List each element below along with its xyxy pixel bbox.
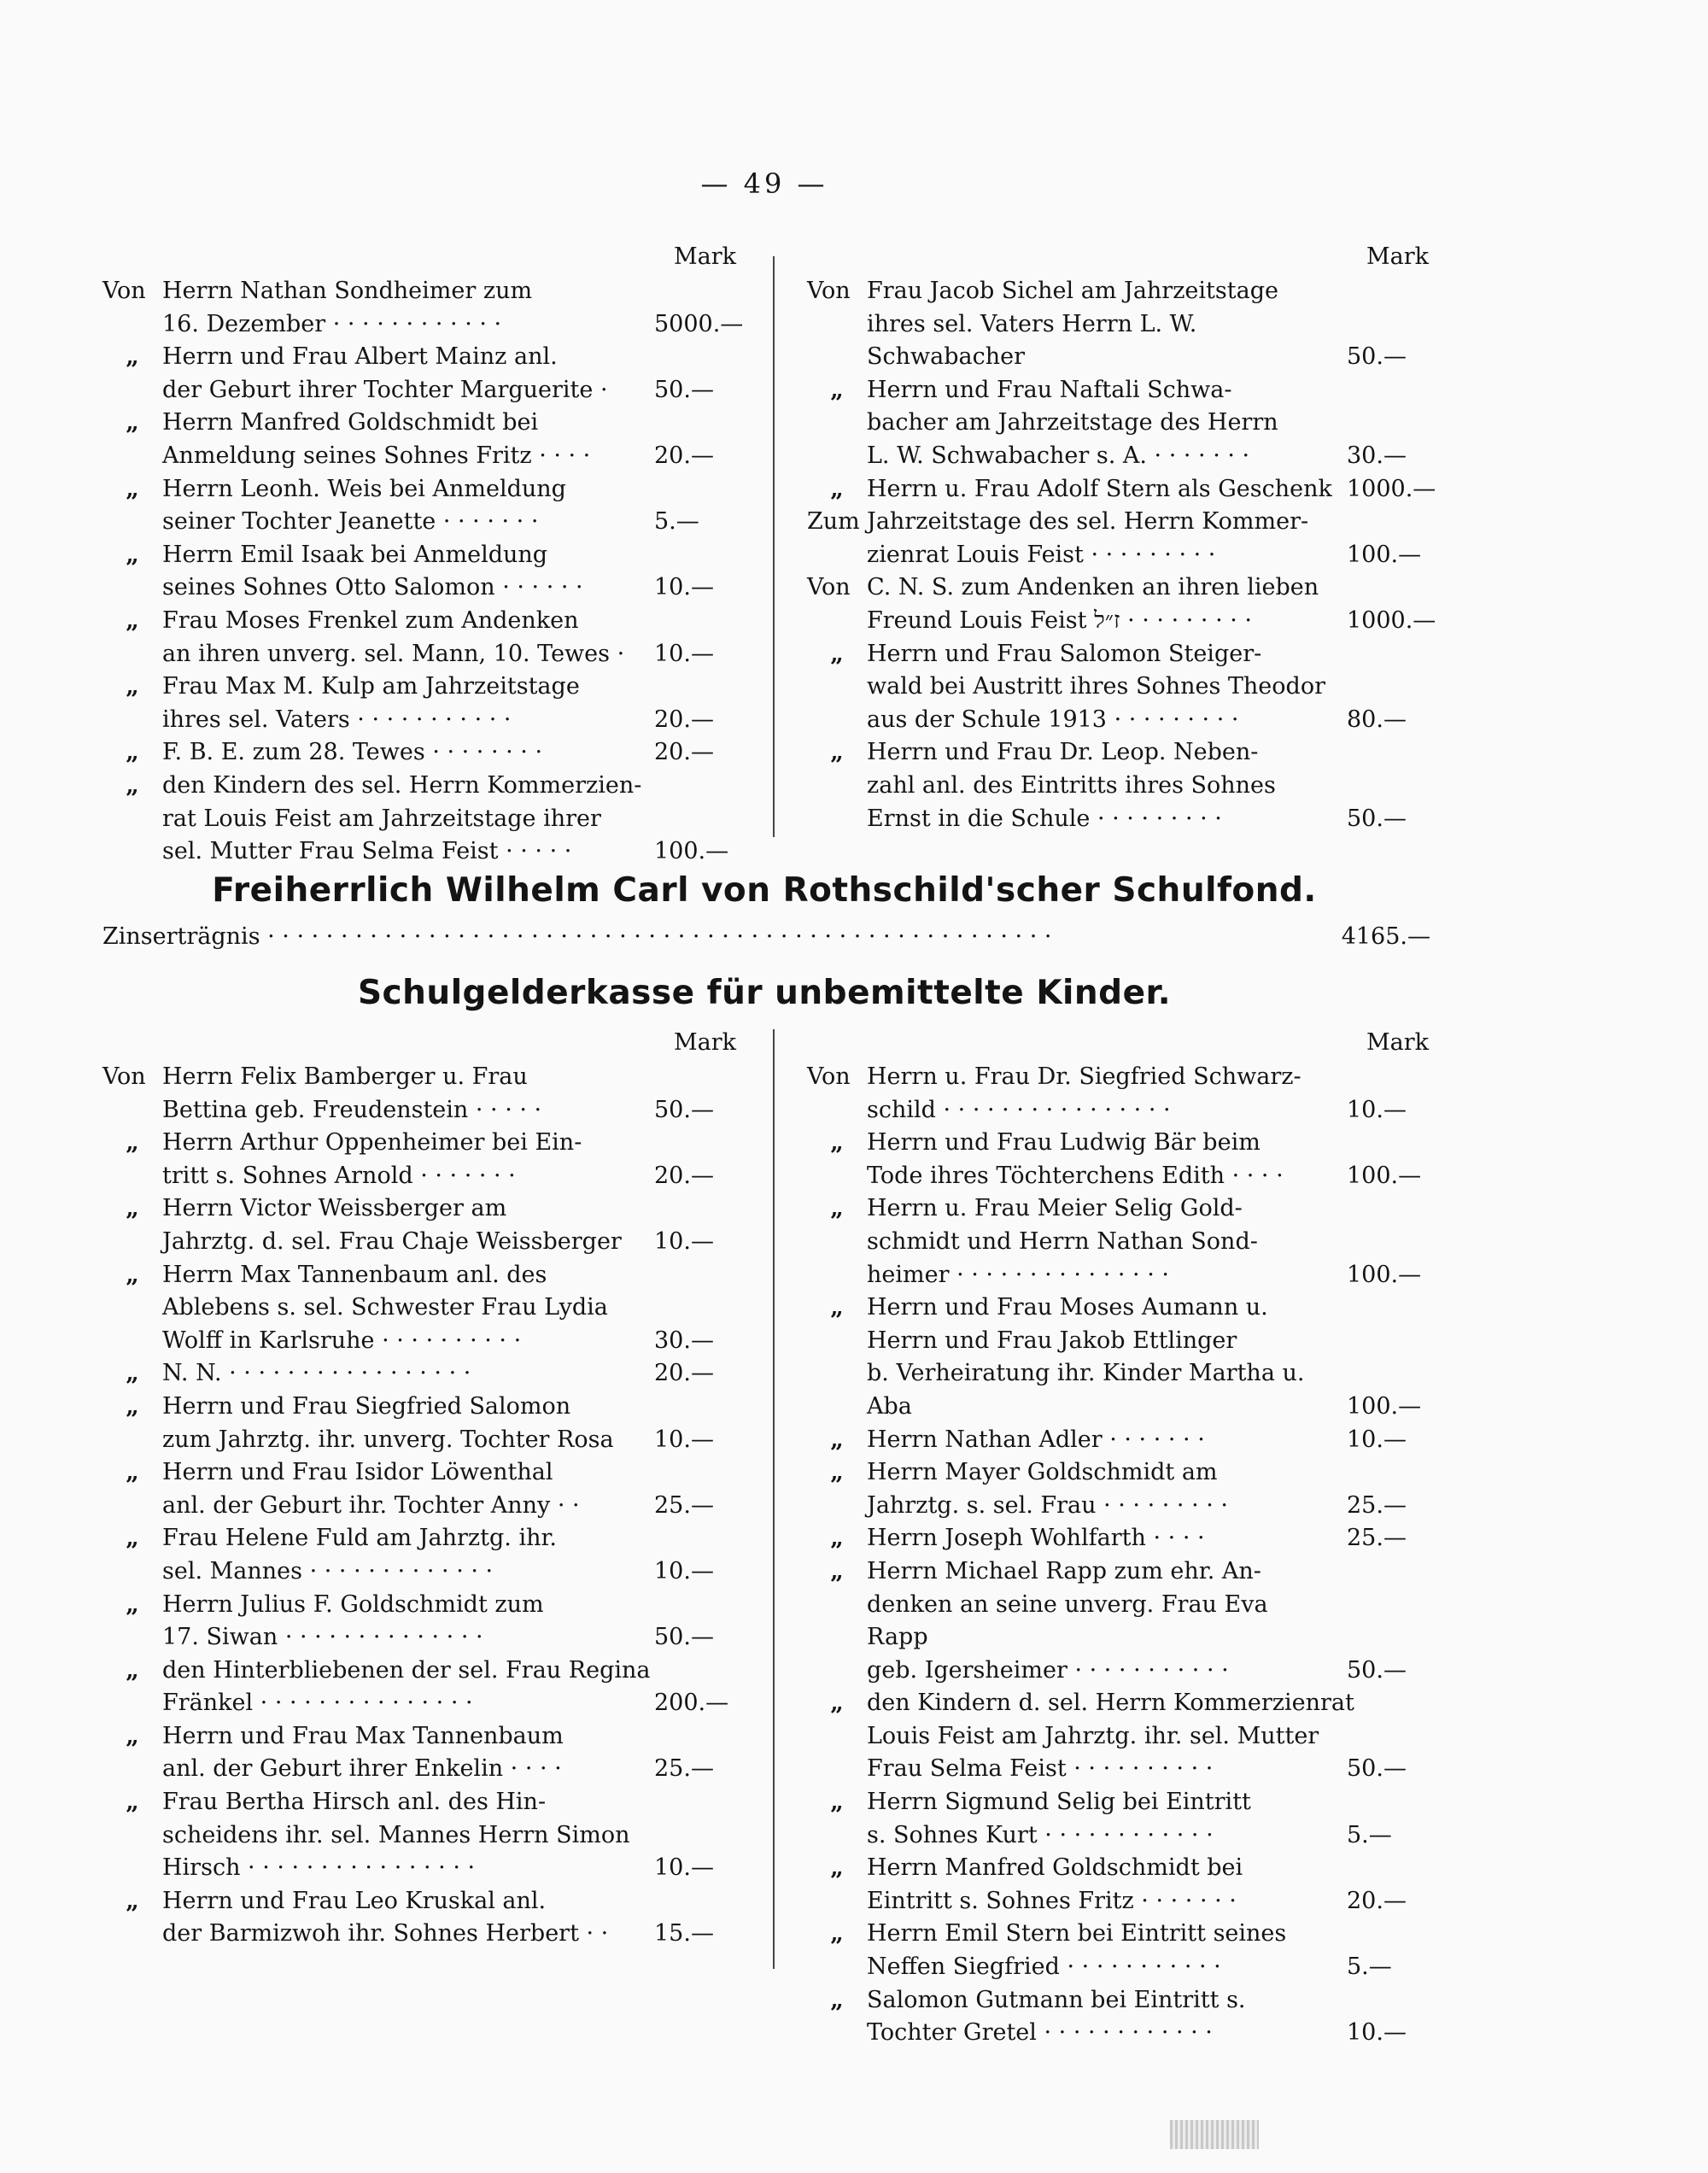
entry-amount: 1000.— bbox=[1347, 475, 1436, 502]
donation-entry bbox=[102, 605, 736, 671]
entry-prefix: „ bbox=[126, 1887, 139, 1914]
donation-entry bbox=[102, 473, 736, 539]
entry-amount: 10.— bbox=[1347, 1426, 1407, 1453]
donation-entry bbox=[102, 1655, 736, 1720]
entry-first-line bbox=[807, 1852, 1335, 1885]
entry-first-line bbox=[102, 1391, 642, 1424]
entry-text: Herrn und Frau Ludwig Bär beim bbox=[867, 1129, 1261, 1157]
entry-prefix: „ bbox=[830, 1129, 844, 1157]
section1-left-column bbox=[102, 241, 744, 869]
entry-text: den Kindern d. sel. Herrn Kommerzienrat bbox=[867, 1690, 1354, 1717]
entry-continuation-line: Frau Selma Feist · · · · · · · · · · bbox=[867, 1755, 1214, 1783]
entry-text: N. N. · · · · · · · · · · · · · · · · · bbox=[162, 1360, 471, 1387]
entry-amount: 10.— bbox=[654, 574, 714, 601]
entry-continuation-line: sel. Mutter Frau Selma Feist · · · · · bbox=[162, 838, 572, 865]
entry-text: Herrn Felix Bamberger u. Frau bbox=[162, 1063, 528, 1090]
entry-first-line bbox=[807, 1984, 1335, 2018]
entry-text: Herrn Leonh. Weis bei Anmeldung bbox=[162, 475, 566, 502]
entry-text: Herrn und Frau Moses Aumann u. bbox=[867, 1294, 1268, 1321]
entry-prefix: Von bbox=[807, 278, 851, 304]
entry-continuation-line: Jahrztg. s. sel. Frau · · · · · · · · · bbox=[867, 1491, 1229, 1519]
entry-continuation-line: Freund Louis Feist ז״ל · · · · · · · · · bbox=[867, 606, 1252, 634]
entry-text: Herrn u. Frau Dr. Siegfried Schwarz- bbox=[867, 1063, 1301, 1090]
entry-first-line bbox=[102, 341, 642, 374]
donation-entry bbox=[102, 671, 736, 736]
entry-prefix: „ bbox=[126, 1459, 139, 1486]
entry-text: Herrn und Frau Isidor Löwenthal bbox=[162, 1459, 553, 1486]
page-number: — 49 — bbox=[700, 167, 828, 200]
entry-continuation-line: geb. Igersheimer · · · · · · · · · · · bbox=[867, 1656, 1229, 1684]
donation-entry bbox=[102, 1357, 736, 1391]
entry-first-line bbox=[807, 736, 1335, 770]
entry-text: Herrn und Frau Albert Mainz anl. bbox=[162, 343, 558, 371]
entry-prefix: Von bbox=[807, 1063, 851, 1090]
entry-amount: 10.— bbox=[654, 1854, 714, 1882]
entry-continuation-line: aus der Schule 1913 · · · · · · · · · bbox=[867, 706, 1239, 733]
section2-right-column bbox=[807, 1027, 1429, 2050]
entry-text: Frau Helene Fuld am Jahrztg. ihr. bbox=[162, 1525, 557, 1552]
entry-amount: 25.— bbox=[1347, 1525, 1407, 1552]
entry-amount: 25.— bbox=[654, 1755, 714, 1783]
donation-entry bbox=[807, 1192, 1429, 1292]
entry-amount: 100.— bbox=[1347, 1162, 1422, 1189]
entry-prefix: Zum bbox=[807, 508, 860, 536]
entry-prefix: „ bbox=[126, 1590, 139, 1618]
entry-continuation-line: schild · · · · · · · · · · · · · · · · bbox=[867, 1096, 1171, 1123]
entry-continuation-line: bacher am Jahrzeitstage des Herrn bbox=[867, 409, 1278, 436]
donation-entry bbox=[807, 1061, 1429, 1127]
donation-entry bbox=[807, 571, 1436, 637]
entry-prefix: „ bbox=[830, 1986, 844, 2013]
donation-entry bbox=[807, 638, 1429, 737]
entry-first-line bbox=[807, 473, 1335, 507]
entry-text: Herrn Sigmund Selig bei Eintritt bbox=[867, 1789, 1251, 1816]
entry-continuation-line: Jahrztg. d. sel. Frau Chaje Weissberger bbox=[162, 1227, 622, 1255]
donation-entry bbox=[102, 1456, 736, 1522]
entry-text: Herrn Victor Weissberger am bbox=[162, 1195, 507, 1222]
entry-text: Herrn u. Frau Meier Selig Gold- bbox=[867, 1195, 1243, 1222]
entry-first-line bbox=[807, 1456, 1335, 1490]
entry-first-line bbox=[102, 473, 642, 507]
entry-amount: 20.— bbox=[654, 706, 714, 733]
entry-first-line bbox=[807, 1918, 1335, 1951]
entry-prefix: „ bbox=[126, 541, 139, 568]
entry-continuation-line: ihres sel. Vaters · · · · · · · · · · · bbox=[162, 706, 512, 733]
entry-first-line bbox=[807, 275, 1335, 308]
section2-left-column bbox=[102, 1027, 736, 1951]
entry-first-line bbox=[807, 1786, 1335, 1819]
entry-prefix: „ bbox=[126, 771, 139, 799]
entry-text: Herrn und Frau Dr. Leop. Neben- bbox=[867, 739, 1259, 766]
entry-first-line bbox=[102, 1720, 642, 1754]
entry-continuation-line: Tochter Gretel · · · · · · · · · · · · bbox=[867, 2019, 1213, 2047]
entry-amount: 50.— bbox=[1347, 1656, 1407, 1684]
entry-text: C. N. S. zum Andenken an ihren lieben bbox=[867, 574, 1319, 601]
entry-first-line bbox=[102, 539, 642, 572]
entry-continuation-line: zienrat Louis Feist · · · · · · · · · bbox=[867, 541, 1216, 568]
entry-text: Jahrzeitstage des sel. Herrn Kommer- bbox=[867, 508, 1309, 536]
entry-text: Herrn und Frau Max Tannenbaum bbox=[162, 1722, 564, 1749]
donation-entry bbox=[102, 1192, 736, 1258]
entry-amount: 50.— bbox=[1347, 805, 1407, 832]
entry-continuation-line: b. Verheiratung ihr. Kinder Martha u. Aba bbox=[867, 1360, 1305, 1420]
entry-first-line bbox=[807, 1127, 1335, 1160]
entry-prefix: „ bbox=[126, 343, 139, 371]
entry-amount: 5.— bbox=[1347, 1953, 1392, 1981]
fund-heading-schulgelderkasse: Schulgelderkasse für unbemittelte Kinder. bbox=[357, 974, 1172, 1012]
entry-prefix: „ bbox=[126, 1360, 139, 1387]
entry-amount: 1000.— bbox=[1347, 606, 1436, 634]
entry-text: Frau Max M. Kulp am Jahrzeitstage bbox=[162, 673, 580, 700]
entry-prefix: „ bbox=[830, 1920, 844, 1948]
entry-amount: 30.— bbox=[1347, 442, 1407, 469]
entry-amount: 10.— bbox=[1347, 1096, 1407, 1123]
entry-first-line bbox=[102, 1655, 651, 1688]
entry-continuation-line: 17. Siwan · · · · · · · · · · · · · · bbox=[162, 1624, 483, 1651]
entry-text: Herrn Emil Stern bei Eintritt seines bbox=[867, 1920, 1287, 1948]
entry-prefix: „ bbox=[830, 1294, 844, 1321]
entry-prefix: „ bbox=[126, 1789, 139, 1816]
entry-text: Herrn Arthur Oppenheimer bei Ein- bbox=[162, 1129, 582, 1157]
donation-entry bbox=[807, 506, 1429, 571]
donation-entry bbox=[102, 341, 736, 407]
column-divider bbox=[773, 256, 775, 837]
entry-continuation-line: heimer · · · · · · · · · · · · · · · bbox=[867, 1261, 1169, 1288]
entry-continuation-line: Fränkel · · · · · · · · · · · · · · · bbox=[162, 1690, 473, 1717]
donation-entry bbox=[102, 1589, 736, 1655]
donation-entry bbox=[807, 1984, 1429, 2050]
entry-prefix: „ bbox=[830, 1525, 844, 1552]
entry-prefix: „ bbox=[126, 1261, 139, 1288]
entry-text: Herrn und Frau Siegfried Salomon bbox=[162, 1392, 571, 1420]
entry-continuation-line: Tode ihres Töchterchens Edith · · · · bbox=[867, 1162, 1284, 1189]
interest-income-amount: 4165.— bbox=[1341, 923, 1430, 950]
entry-amount: 10.— bbox=[654, 640, 714, 667]
donation-entry bbox=[102, 1259, 736, 1358]
entry-amount: 80.— bbox=[1347, 706, 1407, 733]
entry-continuation-line: Bettina geb. Freudenstein · · · · · bbox=[162, 1096, 542, 1123]
entry-amount: 20.— bbox=[654, 1162, 714, 1189]
entry-first-line bbox=[807, 1192, 1335, 1226]
interest-income-row bbox=[102, 921, 1430, 953]
entry-amount: 25.— bbox=[1347, 1491, 1407, 1519]
entry-continuation-line: anl. der Geburt ihrer Enkelin · · · · bbox=[162, 1755, 562, 1783]
entry-text: Frau Jacob Sichel am Jahrzeitstage bbox=[867, 278, 1278, 304]
entry-first-line bbox=[102, 1456, 642, 1490]
entry-prefix: „ bbox=[126, 1722, 139, 1749]
mark-column-header: Mark bbox=[1366, 243, 1429, 270]
entry-first-line bbox=[102, 1192, 642, 1226]
entry-text: Herrn Nathan Sondheimer zum bbox=[162, 278, 533, 304]
entry-continuation-line: der Barmizwoh ihr. Sohnes Herbert · · bbox=[162, 1920, 609, 1948]
entry-prefix: „ bbox=[126, 1129, 139, 1157]
entry-amount: 50.— bbox=[654, 1624, 714, 1651]
entry-continuation-line: Ablebens s. sel. Schwester Frau Lydia bbox=[162, 1294, 608, 1321]
entry-amount: 20.— bbox=[654, 1360, 714, 1387]
entry-amount: 10.— bbox=[1347, 2019, 1407, 2047]
donation-entry bbox=[102, 1391, 736, 1456]
entry-amount: 100.— bbox=[1347, 1392, 1422, 1420]
donation-entry bbox=[102, 736, 736, 770]
entry-continuation-line: denken an seine unverg. Frau Eva Rapp bbox=[867, 1590, 1268, 1651]
entry-first-line bbox=[807, 1061, 1335, 1094]
donation-entry bbox=[807, 1687, 1429, 1786]
donation-entry bbox=[102, 275, 744, 341]
entry-continuation-line: schmidt und Herrn Nathan Sond- bbox=[867, 1227, 1258, 1255]
entry-amount: 30.— bbox=[654, 1327, 714, 1354]
mark-column-header: Mark bbox=[673, 1029, 736, 1056]
donation-entry bbox=[102, 1061, 736, 1127]
entry-continuation-line: seines Sohnes Otto Salomon · · · · · · bbox=[162, 574, 583, 601]
entry-continuation-line: rat Louis Feist am Jahrzeitstage ihrer bbox=[162, 805, 601, 832]
entry-amount: 20.— bbox=[654, 442, 714, 469]
entry-continuation-line: Wolff in Karlsruhe · · · · · · · · · · bbox=[162, 1327, 522, 1354]
donation-entry bbox=[807, 275, 1429, 374]
entry-continuation-line: seiner Tochter Jeanette · · · · · · · bbox=[162, 508, 539, 536]
entry-continuation-line: zahl anl. des Eintritts ihres Sohnes bbox=[867, 771, 1276, 799]
entry-text: Herrn Manfred Goldschmidt bei bbox=[162, 409, 539, 436]
entry-prefix: „ bbox=[126, 1392, 139, 1420]
section1-right-column bbox=[807, 241, 1436, 835]
entry-amount: 10.— bbox=[654, 1426, 714, 1453]
entry-amount: 15.— bbox=[654, 1920, 714, 1948]
entry-first-line bbox=[102, 1589, 642, 1622]
entry-amount: 5.— bbox=[654, 508, 699, 536]
entry-text: Herrn Manfred Goldschmidt bei bbox=[867, 1854, 1243, 1882]
entry-first-line bbox=[102, 1885, 642, 1918]
entry-first-line bbox=[102, 671, 642, 704]
entry-first-line bbox=[807, 374, 1335, 407]
donation-entry bbox=[807, 1918, 1429, 1983]
entry-prefix: Von bbox=[102, 1063, 146, 1090]
fund-heading-rothschild: Freiherrlich Wilhelm Carl von Rothschild'scher Schulfond. bbox=[212, 871, 1317, 910]
entry-text: Herrn und Frau Salomon Steiger- bbox=[867, 640, 1262, 667]
donation-entry bbox=[807, 1852, 1429, 1918]
entry-continuation-line: Ernst in die Schule · · · · · · · · · bbox=[867, 805, 1222, 832]
entry-first-line bbox=[102, 736, 642, 770]
donation-entry bbox=[807, 1522, 1429, 1555]
entry-text: Herrn Nathan Adler · · · · · · · bbox=[867, 1426, 1205, 1453]
entry-continuation-line: s. Sohnes Kurt · · · · · · · · · · · · bbox=[867, 1821, 1214, 1848]
donation-entry bbox=[102, 1885, 736, 1951]
entry-text: Herrn u. Frau Adolf Stern als Geschenk bbox=[867, 475, 1332, 502]
entry-text: Herrn Mayer Goldschmidt am bbox=[867, 1459, 1218, 1486]
entry-prefix: „ bbox=[126, 739, 139, 766]
entry-prefix: „ bbox=[830, 640, 844, 667]
mark-column-header: Mark bbox=[1366, 1029, 1429, 1056]
entry-continuation-line: Anmeldung seines Sohnes Fritz · · · · bbox=[162, 442, 591, 469]
entry-prefix: „ bbox=[830, 739, 844, 766]
entry-text: Salomon Gutmann bei Eintritt s. bbox=[867, 1986, 1246, 2013]
entry-prefix: „ bbox=[830, 1690, 844, 1717]
entry-continuation-line: anl. der Geburt ihr. Tochter Anny · · bbox=[162, 1491, 580, 1519]
entry-amount: 10.— bbox=[654, 1557, 714, 1584]
entry-first-line bbox=[102, 1061, 642, 1094]
entry-continuation-line: zum Jahrztg. ihr. unverg. Tochter Rosa bbox=[162, 1426, 614, 1453]
mark-column-header: Mark bbox=[673, 243, 736, 270]
entry-first-line bbox=[102, 275, 642, 308]
donation-entry bbox=[807, 473, 1436, 507]
entry-prefix: „ bbox=[830, 1854, 844, 1882]
entry-text: Herrn Julius F. Goldschmidt zum bbox=[162, 1590, 544, 1618]
entry-prefix: „ bbox=[126, 673, 139, 700]
interest-income-label: Zinserträgnis · · · · · · · · · · · · · · · · · · · · · · · · · · · · · · · · · · · · · · · · · · · · · · · · · · · · · · bbox=[102, 923, 1052, 950]
entry-first-line bbox=[807, 571, 1335, 605]
entry-continuation-line: Louis Feist am Jahrztg. ihr. sel. Mutter bbox=[867, 1722, 1319, 1749]
entry-first-line bbox=[807, 1522, 1335, 1555]
entry-first-line bbox=[807, 1555, 1335, 1589]
entry-continuation-line: tritt s. Sohnes Arnold · · · · · · · bbox=[162, 1162, 516, 1189]
entry-continuation-line: wald bei Austritt ihres Sohnes Theodor bbox=[867, 673, 1325, 700]
entry-first-line bbox=[807, 1687, 1354, 1720]
donation-entry bbox=[102, 1522, 736, 1588]
entry-text: F. B. E. zum 28. Tewes · · · · · · · · bbox=[162, 739, 543, 766]
entry-continuation-line: 16. Dezember · · · · · · · · · · · · bbox=[162, 310, 502, 337]
donation-entry bbox=[102, 1720, 736, 1786]
entry-text: Herrn und Frau Naftali Schwa- bbox=[867, 376, 1232, 403]
entry-prefix: „ bbox=[830, 475, 844, 502]
entry-text: den Hinterbliebenen der sel. Frau Regina bbox=[162, 1656, 651, 1684]
stamp-smudge bbox=[1170, 2120, 1259, 2149]
entry-first-line bbox=[102, 770, 642, 803]
donation-entry bbox=[102, 770, 736, 869]
entry-continuation-line: Hirsch · · · · · · · · · · · · · · · · bbox=[162, 1854, 476, 1882]
entry-prefix: „ bbox=[126, 409, 139, 436]
entry-first-line bbox=[807, 1424, 1335, 1457]
donation-entry bbox=[102, 407, 736, 472]
entry-continuation-line: der Geburt ihrer Tochter Marguerite · bbox=[162, 376, 608, 403]
entry-first-line bbox=[102, 1357, 642, 1391]
donation-entry bbox=[807, 1456, 1429, 1522]
entry-amount: 50.— bbox=[1347, 343, 1407, 371]
donation-entry bbox=[807, 736, 1429, 835]
donation-entry bbox=[807, 1292, 1429, 1423]
entry-prefix: Von bbox=[807, 574, 851, 601]
entry-continuation-line: ihres sel. Vaters Herrn L. W. Schwabacher bbox=[867, 310, 1197, 371]
entry-prefix: Von bbox=[102, 278, 146, 304]
entry-first-line bbox=[102, 1522, 642, 1555]
entry-prefix: „ bbox=[830, 1426, 844, 1453]
column-divider bbox=[773, 1029, 775, 1969]
entry-first-line bbox=[102, 1786, 642, 1819]
donation-entry bbox=[807, 1555, 1429, 1687]
entry-prefix: „ bbox=[126, 606, 139, 634]
entry-prefix: „ bbox=[830, 1789, 844, 1816]
entry-first-line bbox=[102, 605, 642, 638]
entry-continuation-line: Eintritt s. Sohnes Fritz · · · · · · · bbox=[867, 1887, 1237, 1914]
entry-first-line bbox=[807, 506, 1335, 539]
entry-continuation-line: scheidens ihr. sel. Mannes Herrn Simon bbox=[162, 1821, 630, 1848]
entry-text: Frau Bertha Hirsch anl. des Hin- bbox=[162, 1789, 547, 1816]
entry-first-line bbox=[807, 638, 1335, 671]
entry-continuation-line: L. W. Schwabacher s. A. · · · · · · · bbox=[867, 442, 1250, 469]
entry-amount: 25.— bbox=[654, 1491, 714, 1519]
entry-continuation-line: Herrn und Frau Jakob Ettlinger bbox=[867, 1327, 1237, 1354]
donation-entry bbox=[807, 1424, 1429, 1457]
entry-prefix: „ bbox=[830, 1557, 844, 1584]
entry-prefix: „ bbox=[126, 475, 139, 502]
entry-amount: 50.— bbox=[1347, 1755, 1407, 1783]
donation-entry bbox=[102, 1127, 736, 1192]
entry-text: Frau Moses Frenkel zum Andenken bbox=[162, 606, 579, 634]
entry-continuation-line: Neffen Siegfried · · · · · · · · · · · bbox=[867, 1953, 1221, 1981]
entry-prefix: „ bbox=[126, 1195, 139, 1222]
entry-prefix: „ bbox=[830, 1459, 844, 1486]
entry-text: den Kindern des sel. Herrn Kommerzien- bbox=[162, 771, 642, 799]
entry-amount: 5.— bbox=[1347, 1821, 1392, 1848]
entry-first-line bbox=[102, 1127, 642, 1160]
entry-amount: 200.— bbox=[654, 1690, 729, 1717]
entry-amount: 20.— bbox=[1347, 1887, 1407, 1914]
entry-amount: 50.— bbox=[654, 376, 714, 403]
donation-entry bbox=[102, 1786, 736, 1885]
entry-amount: 50.— bbox=[654, 1096, 714, 1123]
entry-first-line bbox=[102, 1259, 642, 1292]
entry-amount: 100.— bbox=[1347, 541, 1422, 568]
entry-prefix: „ bbox=[126, 1525, 139, 1552]
entry-text: Herrn Emil Isaak bei Anmeldung bbox=[162, 541, 548, 568]
entry-prefix: „ bbox=[830, 376, 844, 403]
donation-entry bbox=[102, 539, 736, 605]
entry-text: Herrn Max Tannenbaum anl. des bbox=[162, 1261, 547, 1288]
entry-text: Herrn Joseph Wohlfarth · · · · bbox=[867, 1525, 1205, 1552]
entry-first-line bbox=[807, 1292, 1335, 1325]
entry-continuation-line: an ihren unverg. sel. Mann, 10. Tewes · bbox=[162, 640, 625, 667]
entry-amount: 100.— bbox=[654, 838, 729, 865]
donation-entry bbox=[807, 374, 1429, 473]
entry-amount: 20.— bbox=[654, 739, 714, 766]
entry-amount: 10.— bbox=[654, 1227, 714, 1255]
donation-entry bbox=[807, 1786, 1429, 1852]
entry-prefix: „ bbox=[830, 1195, 844, 1222]
entry-first-line bbox=[102, 407, 642, 440]
entry-text: Herrn und Frau Leo Kruskal anl. bbox=[162, 1887, 547, 1914]
entry-continuation-line: sel. Mannes · · · · · · · · · · · · · bbox=[162, 1557, 494, 1584]
entry-text: Herrn Michael Rapp zum ehr. An- bbox=[867, 1557, 1261, 1584]
entry-amount: 100.— bbox=[1347, 1261, 1422, 1288]
donation-entry bbox=[807, 1127, 1429, 1192]
entry-prefix: „ bbox=[126, 1656, 139, 1684]
entry-amount: 5000.— bbox=[654, 310, 744, 337]
